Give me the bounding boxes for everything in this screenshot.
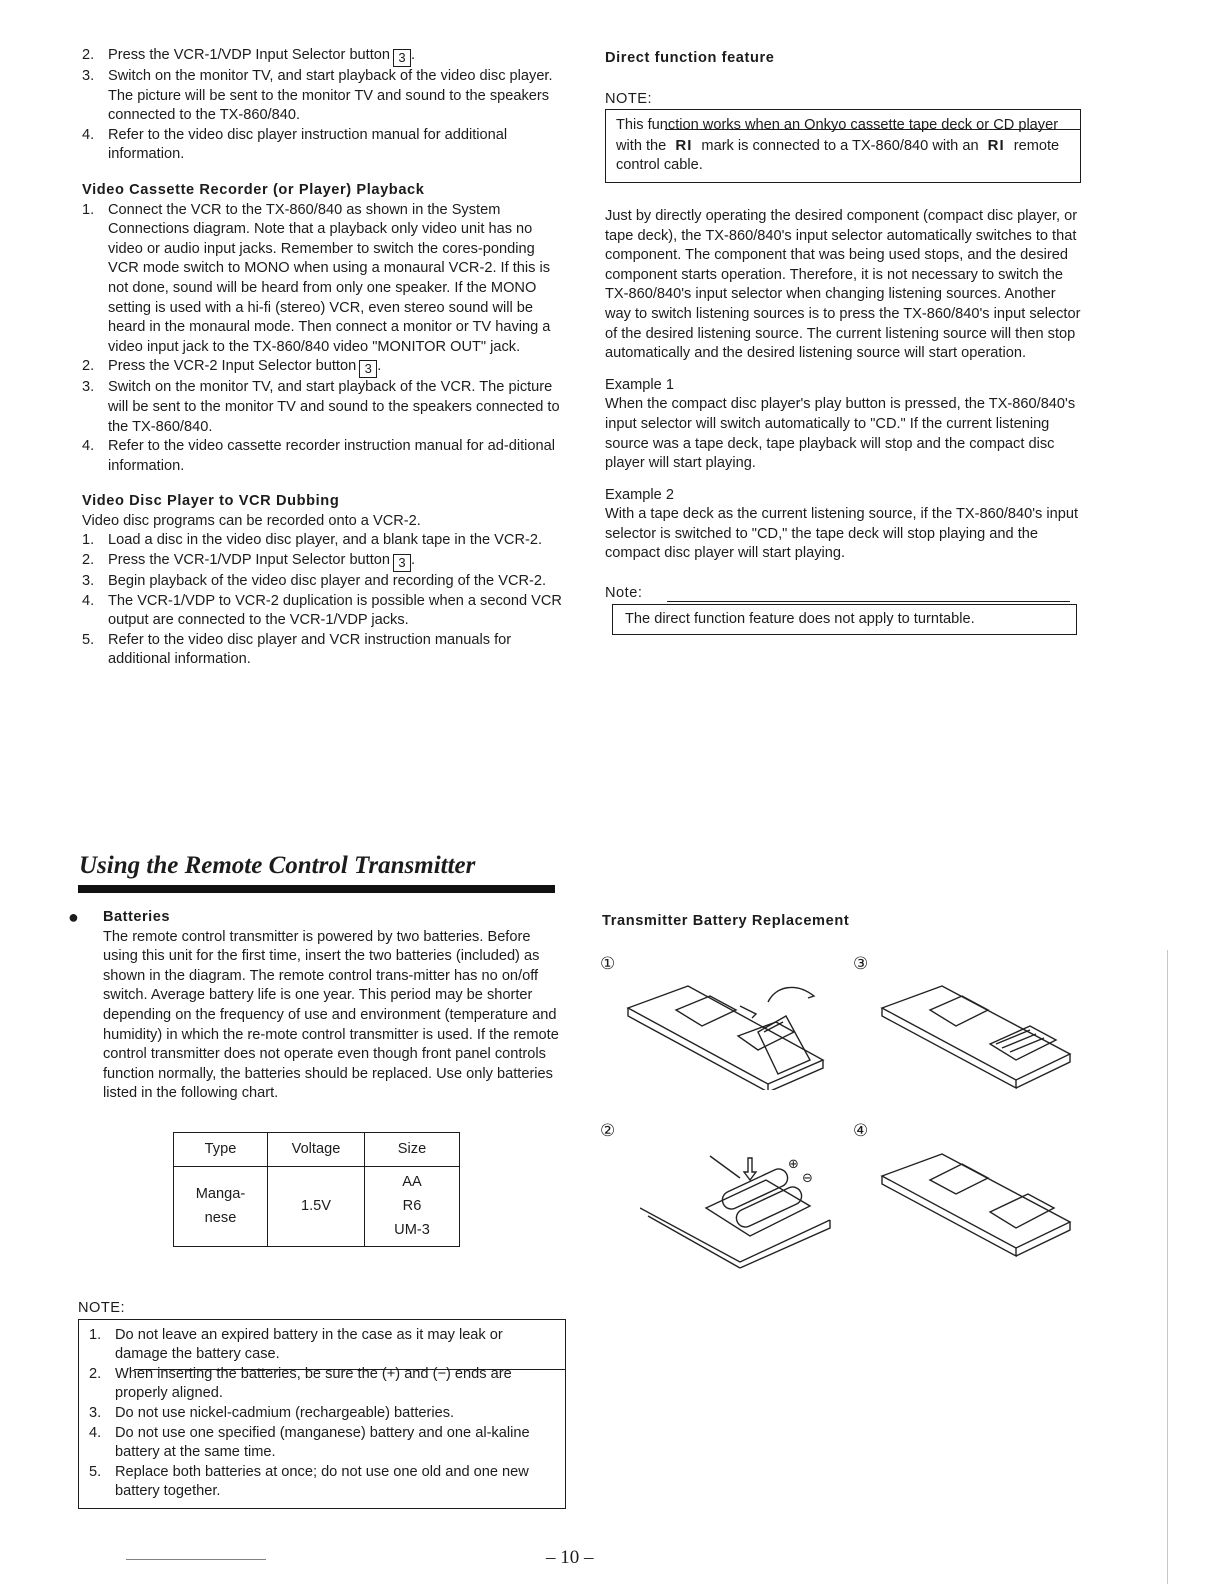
button-key-icon: 3 — [359, 360, 377, 378]
remote-open-cover-illustration — [618, 980, 828, 1090]
example1-title: Example 1 — [605, 376, 674, 393]
bullet-icon: ● — [68, 907, 80, 927]
button-key-icon: 3 — [393, 49, 411, 67]
list-item: 2. When inserting the batteries, be sure the (+) and (−) ends are properly aligned. — [89, 1365, 512, 1402]
note-box: The direct function feature does not apply to turntable. — [612, 604, 1077, 636]
list-item: 5. Replace both batteries at once; do not use one old and one new battery together. — [89, 1463, 529, 1500]
vcr-playback-heading: Video Cassette Recorder (or Player) Playback — [82, 181, 425, 198]
minus-symbol-icon: ⊖ — [802, 1171, 813, 1186]
note-batteries — [66, 1299, 566, 1509]
batteries-paragraph: The remote control transmitter is powered by two batteries. Before using this unit for the first time, insert the two batteries (included) as shown in the diagram. The remote control trans-mitter has no on/off switch. Average battery life is one year. This period may be shorter depending on the frequency of use and environment (temperature and humidity) in which the re-mote control transmitter is used. If the remote control transmitter does not operate even though front panel controls function normally, the batteries should be replaced. Use only batteries listed in the following chart. — [103, 928, 559, 1102]
figure-4-label: ④ — [853, 1121, 869, 1141]
table-row — [174, 1166, 460, 1246]
list-item: 3. Switch on the monitor TV, and start playback of the video disc player. The picture will be sent to the monitor TV and sound to the speakers connected to the TX-860/840. — [82, 68, 553, 124]
note-turntable — [605, 584, 1085, 635]
list-item: 4. Refer to the video cassette recorder instruction manual for ad-ditional information. — [82, 438, 555, 474]
note-box: This function works when an Onkyo cassette tape deck or CD player with the RI mark is connected to a TX-860/840 with an RI remote control cable. — [605, 109, 1081, 183]
note-divider — [134, 1369, 566, 1370]
list-item: 1. Load a disc in the video disc player, and a blank tape in the VCR-2. — [82, 532, 543, 549]
section-title: Using the Remote Control Transmitter — [79, 852, 476, 879]
remote-control-section — [66, 851, 566, 1509]
button-key-icon: 3 — [393, 554, 411, 572]
battery-replacement-section — [602, 912, 1102, 932]
vcr-steps-list — [82, 201, 562, 477]
example2-text: With a tape deck as the current listening source, if the TX-860/840's input selector is switched to "CD," the tape deck will stop playing and the compact disc player will start playing. — [605, 506, 1079, 562]
dubbing-steps-list — [82, 531, 562, 670]
list-item: 3. Begin playback of the video disc player and recording of the VCR-2. — [82, 573, 547, 590]
battery-replacement-title: Transmitter Battery Replacement — [602, 913, 850, 929]
list-item: 4. Do not use one specified (manganese) battery and one al-kaline battery at the same time. — [89, 1424, 530, 1461]
plus-symbol-icon: ⊕ — [788, 1157, 799, 1172]
table-header-cell: Type — [174, 1132, 268, 1166]
figure-2-label: ② — [600, 1121, 616, 1141]
remote-insert-batteries-illustration — [640, 1150, 840, 1270]
section-divider-bar — [78, 885, 555, 893]
list-item: 3. Switch on the monitor TV, and start playback of the VCR. The picture will be sent to the monitor TV and sound to the speakers connected to the TX-860/840. — [82, 379, 560, 435]
page-number: – 10 – — [546, 1547, 594, 1568]
note-divider — [665, 129, 1081, 130]
table-header-row — [174, 1132, 460, 1166]
remote-closed-cover-illustration — [870, 1150, 1080, 1260]
direct-function-paragraph: Just by directly operating the desired component (compact disc player, or tape deck), the TX-860/840's input selector automatically switches to that component. The component that was being used stops, and the desired component starts operation. Therefore, it is not necessary to switch the TX-860/840's input selector when changing listening sources. Another way to switch listening sources is to press the TX-860/840's input selector of the desired listening source. The current listening source will then stop automatically and the desired listening source will start operation. — [605, 207, 1081, 362]
remote-battery-compartment-illustration — [870, 980, 1080, 1090]
table-header-cell: Size — [365, 1132, 460, 1166]
batteries-heading: ● Batteries — [68, 907, 170, 927]
right-top-column — [605, 49, 1085, 635]
list-item: 5. Refer to the video disc player and VCR instruction manuals for additional information. — [82, 631, 512, 668]
list-item: 1. Connect the VCR to the TX-860/840 as shown in the System Connections diagram. Note that a playback only video unit has no video or audio input jacks. Remember to switch the cores-ponding VCR mode switch to MONO when using a monaural VCR-2. If this is not done, sound will be heard from only one speaker. If the MONO setting is used with a hi-fi (stereo) VCR, even stereo sound will be heard in the monaural mode. Then connect a monitor or TV having a video input jack to the TX-860/840 video "MONITOR OUT" jack. — [82, 201, 551, 355]
battery-notes-list — [89, 1326, 555, 1502]
scan-edge-line — [1167, 950, 1168, 1584]
list-item: 1. Do not leave an expired battery in the case as it may leak or damage the battery case. — [89, 1326, 503, 1363]
list-item: 4. Refer to the video disc player instruction manual for additional information. — [82, 126, 508, 163]
note-label: Note: — [605, 585, 643, 602]
list-item: 4. The VCR-1/VDP to VCR-2 duplication is possible when a second VCR output are connected to the VCR-1/VDP jacks. — [82, 592, 562, 629]
table-cell-size: AA R6 UM-3 — [365, 1166, 460, 1246]
figure-3-label: ③ — [853, 954, 869, 974]
note-label: NOTE: — [605, 90, 653, 107]
note-divider — [667, 601, 1070, 602]
list-item: 2. Press the VCR-1/VDP Input Selector button 3 . — [82, 552, 416, 571]
note-box — [78, 1319, 566, 1509]
footer-divider — [126, 1559, 266, 1560]
battery-table — [173, 1132, 460, 1247]
left-top-column — [82, 46, 562, 670]
ri-mark-icon: RI — [675, 136, 693, 154]
list-item: 2. Press the VCR-2 Input Selector button 3 . — [82, 358, 382, 377]
vdp-steps-list — [82, 46, 562, 165]
note-direct-function — [605, 90, 1085, 183]
direct-function-title: Direct function feature — [605, 50, 775, 66]
dubbing-intro: Video disc programs can be recorded onto a VCR-2. — [82, 512, 421, 529]
dubbing-heading: Video Disc Player to VCR Dubbing — [82, 493, 340, 510]
table-cell-voltage: 1.5V — [268, 1166, 365, 1246]
ri-mark-icon: RI — [987, 136, 1005, 154]
note-label: NOTE: — [78, 1299, 126, 1316]
figure-1-label: ① — [600, 954, 616, 974]
list-item: 2. Press the VCR-1/VDP Input Selector button 3 . — [82, 47, 416, 65]
table-header-cell: Voltage — [268, 1132, 365, 1166]
list-item: 3. Do not use nickel-cadmium (rechargeable) batteries. — [89, 1404, 455, 1421]
example1-text: When the compact disc player's play button is pressed, the TX-860/840's input selector will switch automatically to "CD." If the current listening source was a tape deck, tape playback will stop and the compact disc player will start playing. — [605, 396, 1076, 472]
example2-title: Example 2 — [605, 486, 674, 503]
table-cell-type: Manga- nese — [174, 1166, 268, 1246]
